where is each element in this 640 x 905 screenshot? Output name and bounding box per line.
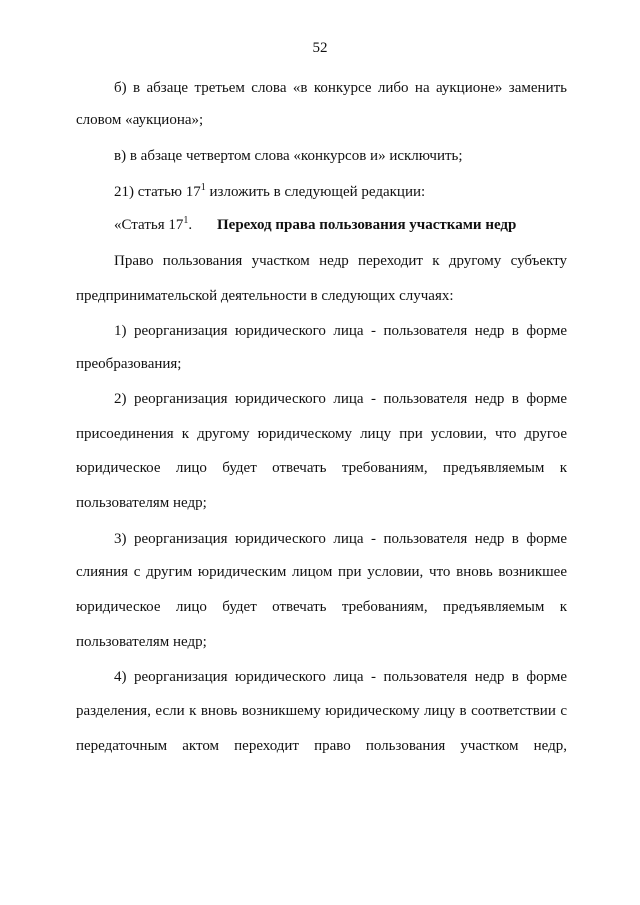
- item-2-line-2: присоединения к другому юридическому лицу при условии, что другое: [76, 426, 567, 442]
- item-3-line-2: слияния с другим юридическим лицом при условии, что вновь возникшее: [76, 564, 567, 580]
- paragraph-21: [114, 183, 425, 201]
- item-2-line-3: юридическое лицо будет отвечать требованиям, предъявляемым к: [76, 460, 567, 476]
- page-number: 52: [312, 40, 328, 56]
- item-2-line-4: пользователям недр;: [76, 495, 207, 511]
- article-dot: .: [188, 217, 193, 233]
- item-4-line-3: передаточным актом переходит право пользования участком недр,: [76, 738, 567, 754]
- paragraph-b-line-1: б) в абзаце третьем слова «в конкурсе либо на аукционе» заменить: [114, 80, 567, 96]
- intro-line-1: Право пользования участком недр переходит к другому субъекту: [114, 253, 567, 269]
- item-3-line-4: пользователям недр;: [76, 634, 207, 650]
- article-superscript: 1: [183, 215, 189, 226]
- item-1-line-2: преобразования;: [76, 356, 182, 372]
- item-4-line-2: разделения, если к вновь возникшему юридическому лицу в соответствии с: [76, 703, 567, 719]
- paragraph-21-superscript: 1: [200, 182, 206, 193]
- article-heading-label: [114, 216, 192, 234]
- item-3-line-3: юридическое лицо будет отвечать требованиям, предъявляемым к: [76, 599, 567, 615]
- paragraph-21-prefix: 21) статью 17: [114, 184, 201, 200]
- paragraph-v-line-1: в) в абзаце четвертом слова «конкурсов и» исключить;: [114, 148, 463, 164]
- item-2-line-1: 2) реорганизация юридического лица - пользователя недр в форме: [114, 391, 567, 407]
- article-prefix: «Статья 17: [114, 217, 184, 233]
- item-1-line-1: 1) реорганизация юридического лица - пользователя недр в форме: [114, 323, 567, 339]
- item-3-line-1: 3) реорганизация юридического лица - пользователя недр в форме: [114, 531, 567, 547]
- paragraph-b-line-2: словом «аукциона»;: [76, 112, 204, 128]
- article-title: Переход права пользования участками недр: [217, 217, 517, 233]
- item-4-line-1: 4) реорганизация юридического лица - пользователя недр в форме: [114, 669, 567, 685]
- intro-line-2: предпринимательской деятельности в следующих случаях:: [76, 288, 454, 304]
- paragraph-21-suffix: изложить в следующей редакции:: [205, 184, 426, 200]
